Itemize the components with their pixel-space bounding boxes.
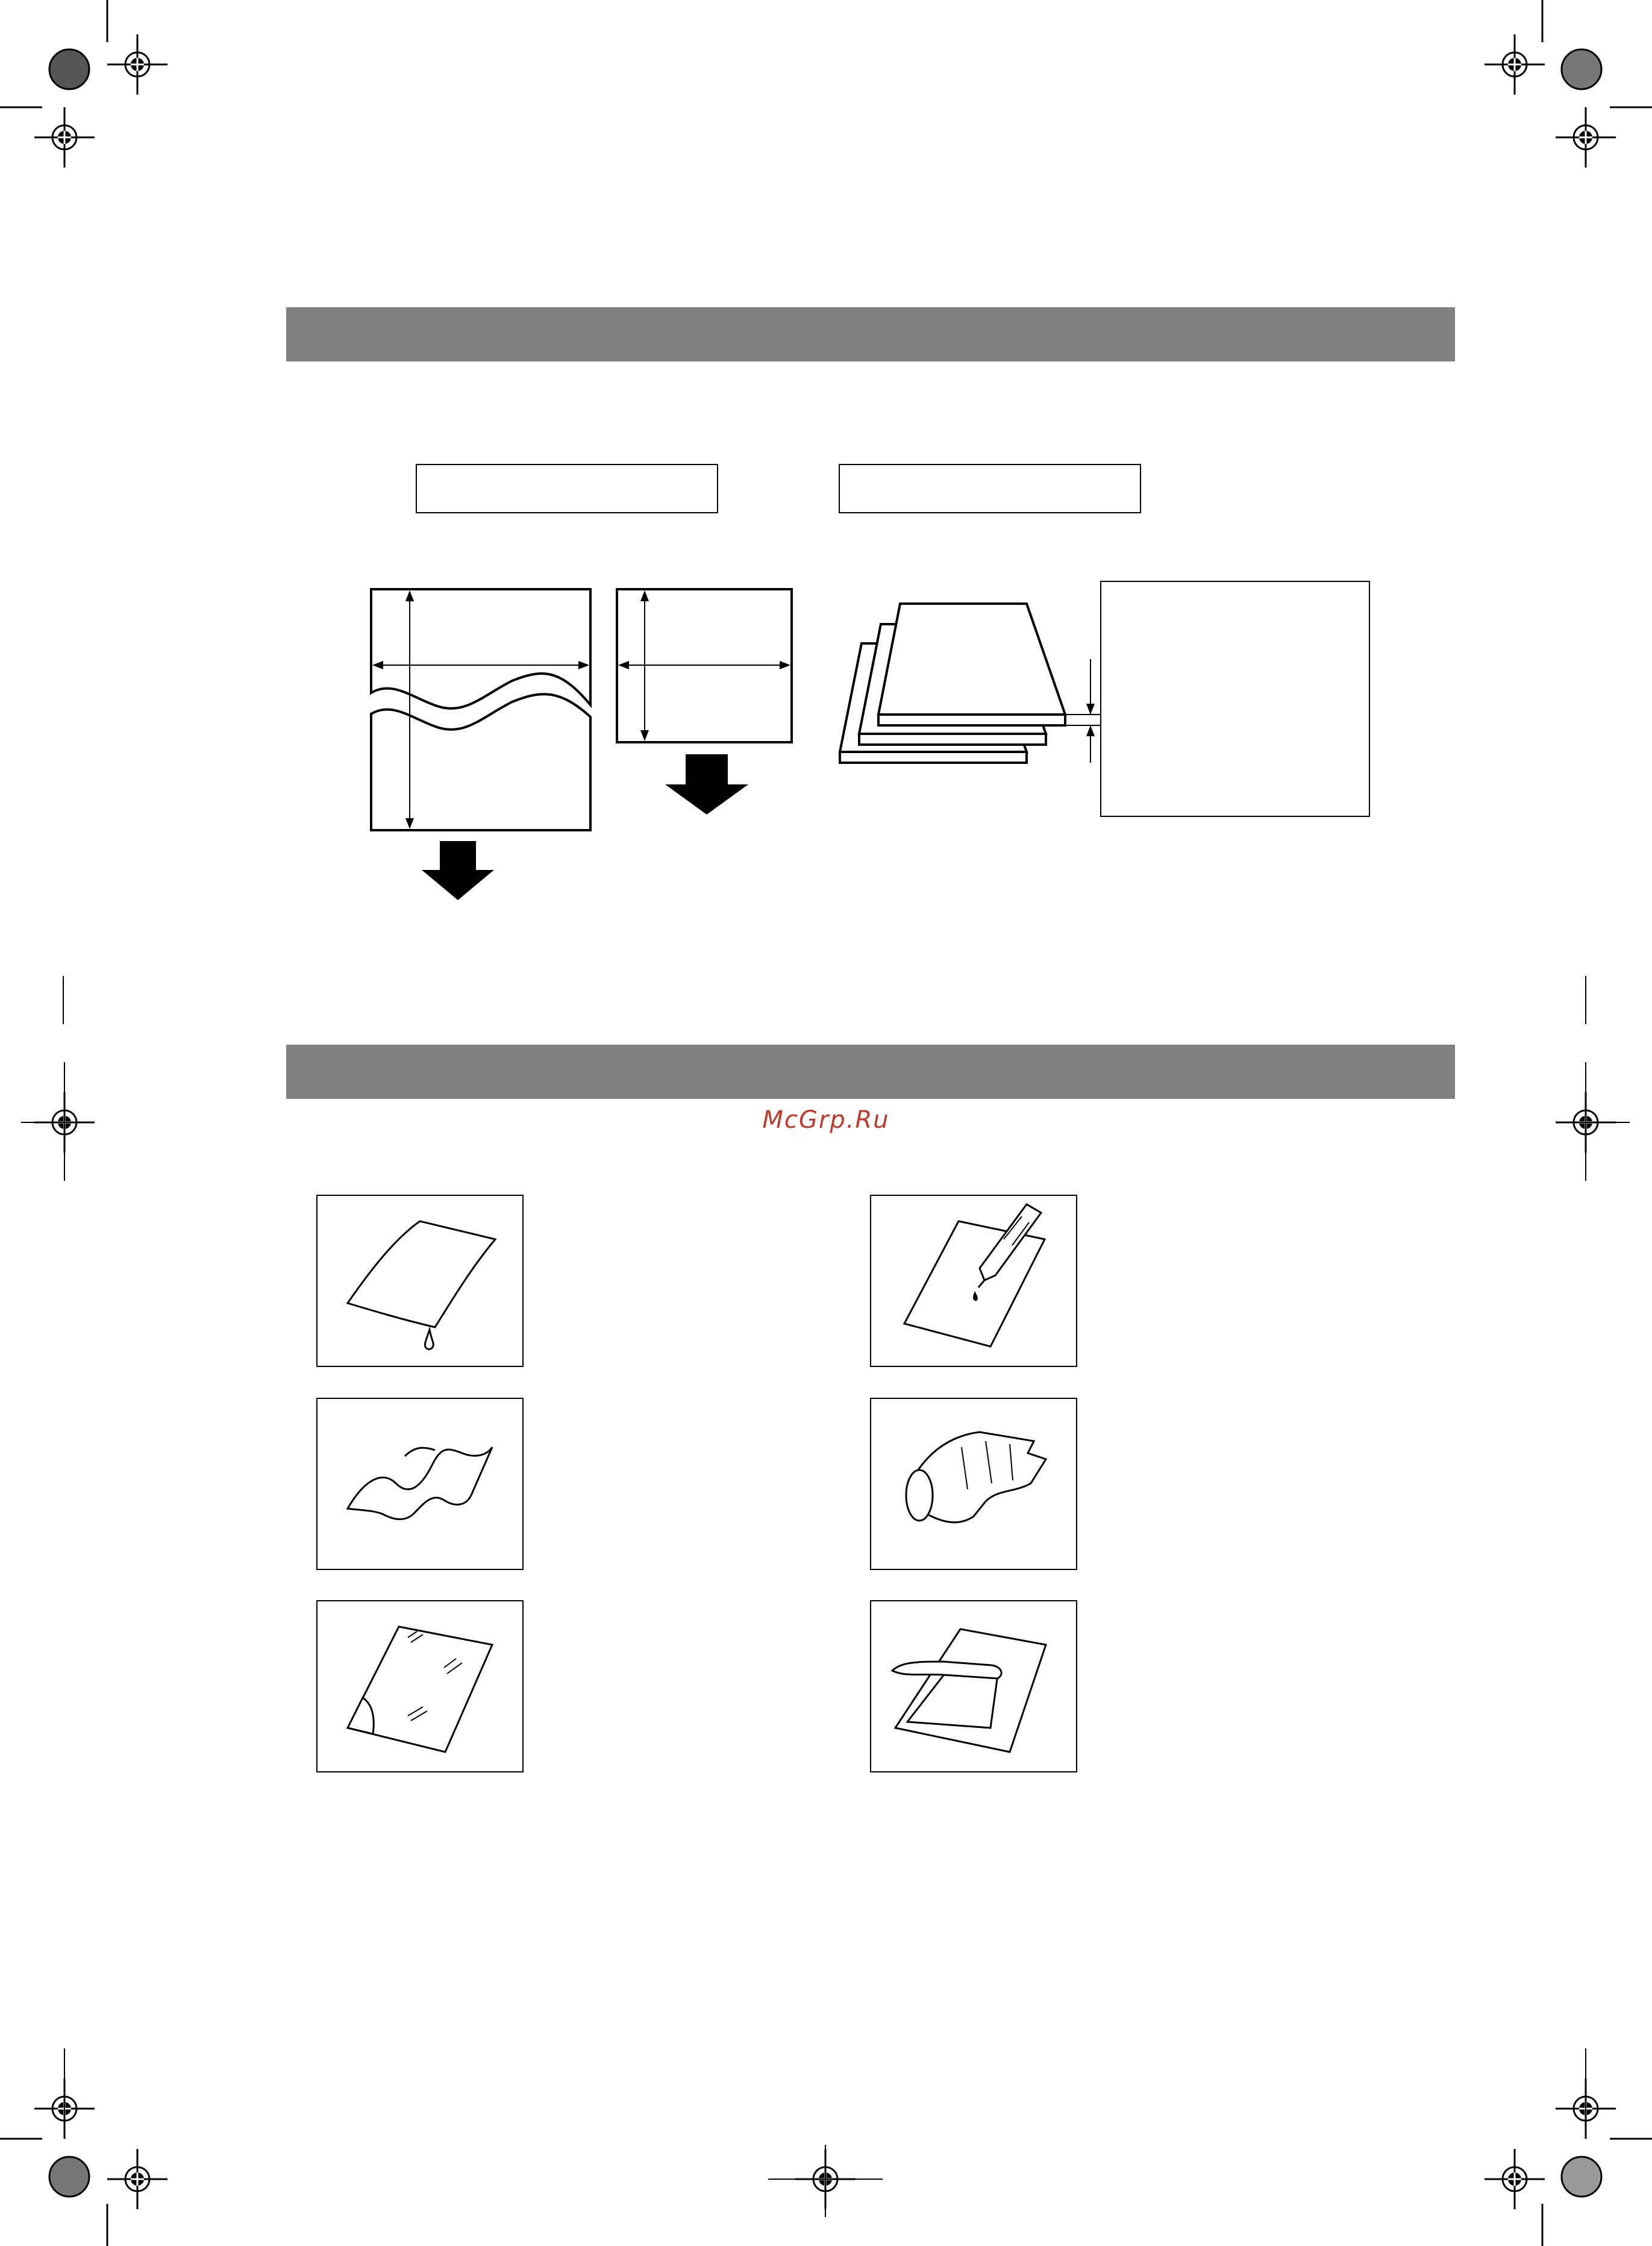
watermark: McGrp.Ru [762, 1106, 890, 1134]
coated-paper-icon [318, 1601, 522, 1771]
torn-paper-tile [870, 1398, 1077, 1570]
feed-direction-arrow-small [665, 754, 748, 815]
paper-thickness-illustration [840, 604, 1100, 763]
curled-paper-icon [318, 1399, 522, 1569]
feed-direction-arrow-large [422, 841, 494, 900]
thickness-note-box [1100, 581, 1370, 817]
starburst-top-left [49, 49, 89, 89]
wet-paper-icon [318, 1196, 522, 1366]
min-document-illustration [617, 589, 792, 815]
unacceptable-documents-header [286, 1045, 1455, 1099]
acceptable-documents-header [286, 307, 1455, 361]
max-size-label [416, 464, 718, 513]
ink-pen-tile [870, 1195, 1077, 1367]
wet-paper-tile [316, 1195, 524, 1367]
carbon-backed-paper-tile [870, 1600, 1077, 1772]
max-document-illustration [371, 589, 590, 900]
curled-paper-tile [316, 1398, 524, 1570]
starburst-bottom-left [49, 2157, 89, 2197]
carbon-backed-paper-icon [871, 1601, 1076, 1771]
ink-pen-icon [871, 1196, 1076, 1366]
coated-paper-tile [316, 1600, 524, 1772]
min-size-label [839, 464, 1141, 513]
torn-paper-icon [871, 1399, 1076, 1569]
starburst-top-right [1562, 49, 1601, 89]
starburst-bottom-right [1562, 2157, 1601, 2197]
